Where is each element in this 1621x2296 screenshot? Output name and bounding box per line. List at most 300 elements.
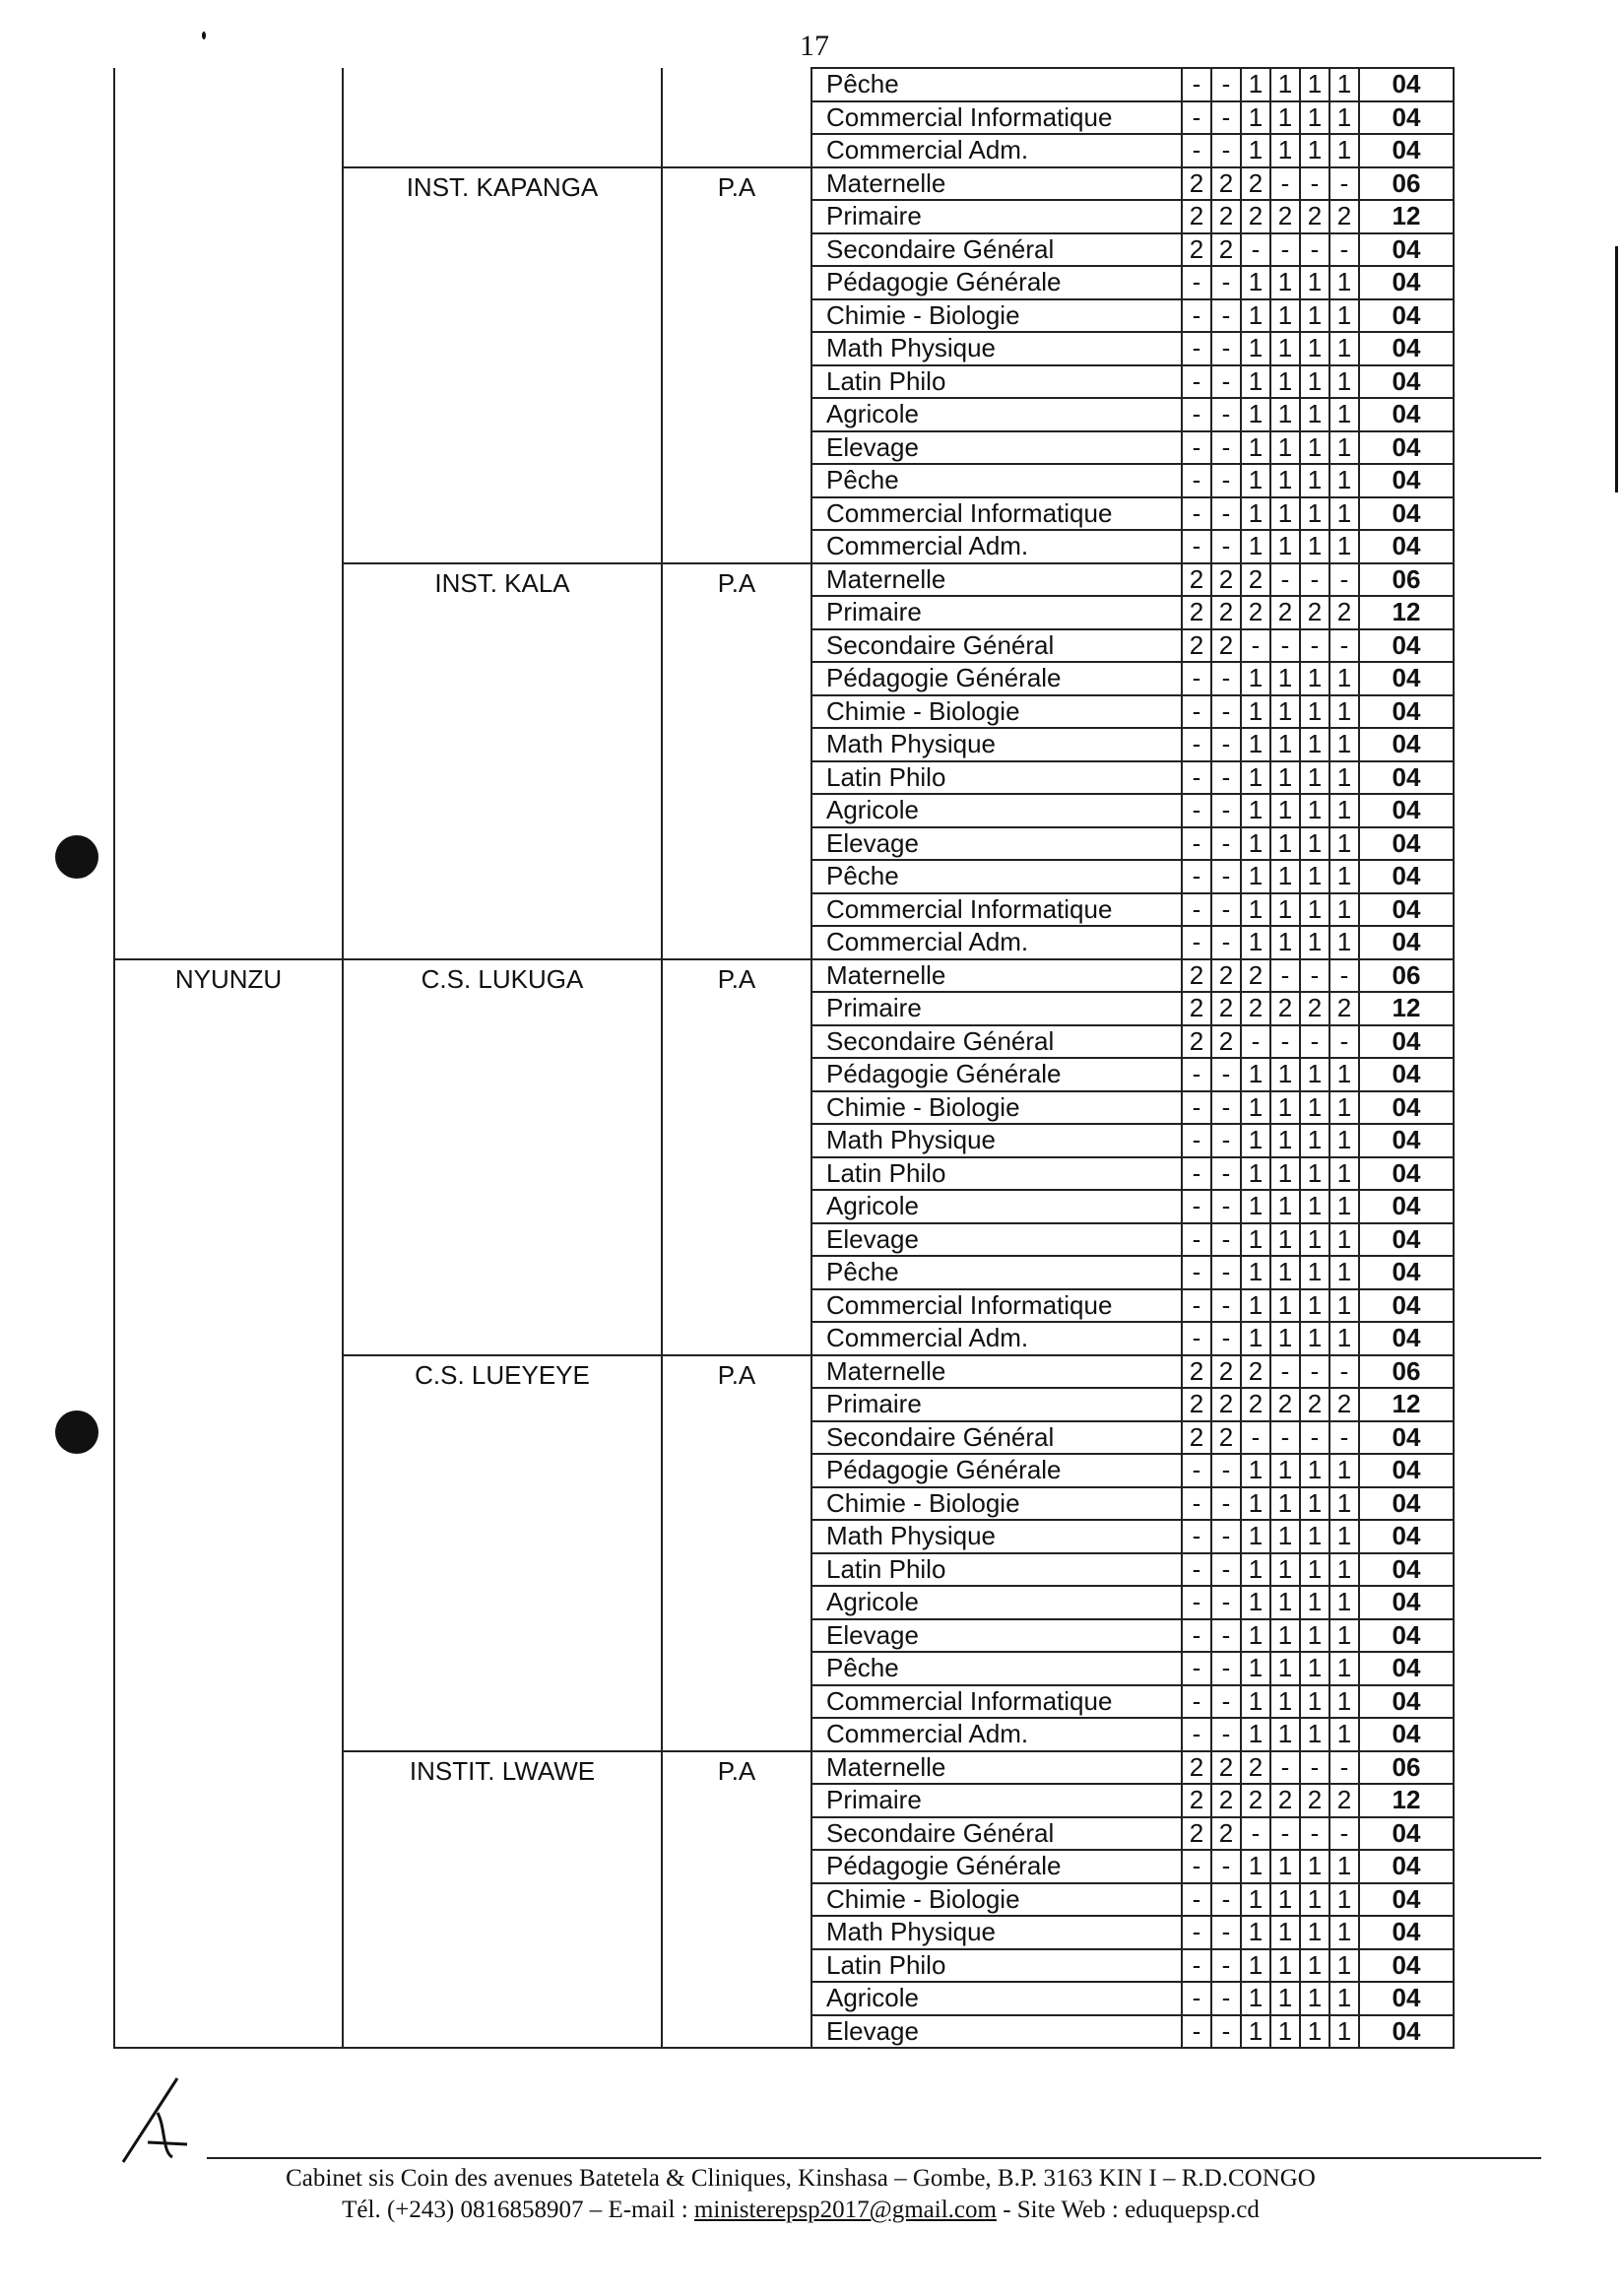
level-value-cell: - bbox=[1211, 1157, 1241, 1191]
level-value-cell: 1 bbox=[1270, 1256, 1300, 1289]
level-value-cell: 1 bbox=[1329, 1718, 1359, 1751]
section-cell: Commercial Adm. bbox=[811, 134, 1182, 167]
level-value-cell: 1 bbox=[1241, 1190, 1270, 1223]
footer-contact bbox=[0, 2197, 1611, 2224]
level-value-cell: 2 bbox=[1329, 596, 1359, 629]
level-value-cell: 1 bbox=[1300, 860, 1329, 893]
level-value-cell: 1 bbox=[1270, 662, 1300, 695]
table-row bbox=[114, 101, 1454, 135]
section-cell: Pédagogie Générale bbox=[811, 1454, 1182, 1487]
level-value-cell: 1 bbox=[1241, 332, 1270, 365]
level-value-cell: 1 bbox=[1241, 1091, 1270, 1125]
level-value-cell: 1 bbox=[1300, 1520, 1329, 1553]
section-cell: Secondaire Général bbox=[811, 1421, 1182, 1455]
level-value-cell: 1 bbox=[1270, 134, 1300, 167]
level-value-cell: - bbox=[1300, 563, 1329, 597]
section-cell: Pédagogie Générale bbox=[811, 266, 1182, 299]
level-value-cell: - bbox=[1182, 1124, 1211, 1157]
level-value-cell: 1 bbox=[1241, 1223, 1270, 1257]
section-cell: Commercial Adm. bbox=[811, 530, 1182, 563]
level-value-cell: 1 bbox=[1300, 365, 1329, 399]
level-value-cell: 1 bbox=[1329, 1553, 1359, 1587]
level-value-cell: 2 bbox=[1182, 596, 1211, 629]
school-name-cell bbox=[343, 1751, 662, 2049]
level-value-cell: - bbox=[1182, 794, 1211, 827]
level-value-cell: 1 bbox=[1300, 761, 1329, 795]
total-cell: 04 bbox=[1359, 629, 1454, 663]
level-value-cell: 1 bbox=[1270, 1652, 1300, 1685]
level-value-cell: - bbox=[1329, 1751, 1359, 1785]
total-cell: 12 bbox=[1359, 992, 1454, 1025]
level-value-cell: 1 bbox=[1241, 1949, 1270, 1983]
level-value-cell: 2 bbox=[1329, 200, 1359, 233]
level-value-cell: 1 bbox=[1300, 1982, 1329, 2015]
level-value-cell: - bbox=[1182, 695, 1211, 729]
level-value-cell: - bbox=[1211, 1289, 1241, 1323]
level-value-cell: - bbox=[1182, 68, 1211, 101]
level-value-cell: 1 bbox=[1300, 398, 1329, 431]
total-cell: 04 bbox=[1359, 662, 1454, 695]
total-cell: 04 bbox=[1359, 233, 1454, 267]
level-value-cell: - bbox=[1182, 1586, 1211, 1619]
regime-cell bbox=[662, 959, 811, 1355]
section-cell: Pédagogie Générale bbox=[811, 662, 1182, 695]
level-value-cell: 2 bbox=[1300, 596, 1329, 629]
level-value-cell: 1 bbox=[1300, 728, 1329, 761]
level-value-cell: - bbox=[1211, 332, 1241, 365]
level-value-cell: 1 bbox=[1329, 728, 1359, 761]
level-value-cell: - bbox=[1182, 827, 1211, 861]
section-cell: Elevage bbox=[811, 431, 1182, 465]
level-value-cell: 1 bbox=[1329, 1322, 1359, 1355]
level-value-cell: 1 bbox=[1329, 1652, 1359, 1685]
level-value-cell: 1 bbox=[1241, 1916, 1270, 1949]
level-value-cell: 1 bbox=[1329, 1883, 1359, 1917]
total-cell: 04 bbox=[1359, 365, 1454, 399]
level-value-cell: 1 bbox=[1241, 431, 1270, 465]
level-value-cell: 1 bbox=[1329, 1223, 1359, 1257]
regime-cell bbox=[662, 167, 811, 563]
level-value-cell: 1 bbox=[1241, 1124, 1270, 1157]
section-cell: Pêche bbox=[811, 1256, 1182, 1289]
total-cell: 04 bbox=[1359, 1916, 1454, 1949]
level-value-cell: 1 bbox=[1270, 68, 1300, 101]
section-cell: Secondaire Général bbox=[811, 1025, 1182, 1059]
level-value-cell: 1 bbox=[1270, 761, 1300, 795]
level-value-cell: 2 bbox=[1182, 1784, 1211, 1817]
level-value-cell: 1 bbox=[1300, 1289, 1329, 1323]
level-value-cell: 1 bbox=[1329, 1256, 1359, 1289]
level-value-cell: - bbox=[1182, 1289, 1211, 1323]
level-value-cell: 2 bbox=[1241, 1388, 1270, 1421]
level-value-cell: - bbox=[1241, 1817, 1270, 1851]
level-value-cell: 2 bbox=[1211, 629, 1241, 663]
school-name: C.S. LUKUGA bbox=[421, 963, 584, 994]
level-value-cell: 1 bbox=[1270, 1916, 1300, 1949]
level-value-cell: - bbox=[1270, 1817, 1300, 1851]
level-value-cell: - bbox=[1211, 893, 1241, 927]
level-value-cell: 1 bbox=[1270, 1223, 1300, 1257]
section-cell: Maternelle bbox=[811, 1355, 1182, 1389]
footer-email-link[interactable]: ministerepsp2017@gmail.com bbox=[693, 2197, 997, 2223]
level-value-cell: - bbox=[1270, 1355, 1300, 1389]
level-value-cell: 1 bbox=[1300, 695, 1329, 729]
level-value-cell: 1 bbox=[1300, 332, 1329, 365]
level-value-cell: - bbox=[1211, 1586, 1241, 1619]
level-value-cell: 1 bbox=[1270, 299, 1300, 333]
total-cell: 04 bbox=[1359, 398, 1454, 431]
level-value-cell: 1 bbox=[1270, 497, 1300, 531]
level-value-cell: - bbox=[1300, 1817, 1329, 1851]
level-value-cell: 1 bbox=[1270, 464, 1300, 497]
school-name: INSTIT. LWAWE bbox=[409, 1755, 596, 1786]
level-value-cell: 1 bbox=[1329, 1949, 1359, 1983]
total-cell: 04 bbox=[1359, 497, 1454, 531]
section-cell: Agricole bbox=[811, 794, 1182, 827]
level-value-cell: 2 bbox=[1329, 1784, 1359, 1817]
level-value-cell: 2 bbox=[1211, 1025, 1241, 1059]
scan-edge-line bbox=[1615, 246, 1618, 492]
level-value-cell: - bbox=[1211, 1718, 1241, 1751]
total-cell: 04 bbox=[1359, 1685, 1454, 1719]
section-cell: Pêche bbox=[811, 464, 1182, 497]
level-value-cell: 2 bbox=[1211, 1421, 1241, 1455]
level-value-cell: - bbox=[1211, 1454, 1241, 1487]
level-value-cell: 2 bbox=[1300, 1784, 1329, 1817]
level-value-cell: 1 bbox=[1241, 1883, 1270, 1917]
section-cell: Chimie - Biologie bbox=[811, 1883, 1182, 1917]
level-value-cell: - bbox=[1211, 134, 1241, 167]
level-value-cell: 1 bbox=[1270, 1883, 1300, 1917]
level-value-cell: 1 bbox=[1329, 1850, 1359, 1883]
section-cell: Pêche bbox=[811, 860, 1182, 893]
level-value-cell: - bbox=[1211, 266, 1241, 299]
binder-hole-bottom bbox=[55, 1410, 98, 1454]
level-value-cell: 1 bbox=[1300, 794, 1329, 827]
level-value-cell: - bbox=[1182, 1454, 1211, 1487]
section-cell: Agricole bbox=[811, 398, 1182, 431]
level-value-cell: - bbox=[1211, 1652, 1241, 1685]
level-value-cell: 2 bbox=[1329, 1388, 1359, 1421]
level-value-cell: 1 bbox=[1329, 794, 1359, 827]
section-cell: Pêche bbox=[811, 1652, 1182, 1685]
level-value-cell: 2 bbox=[1270, 992, 1300, 1025]
level-value-cell: - bbox=[1329, 1025, 1359, 1059]
section-cell: Commercial Informatique bbox=[811, 1289, 1182, 1323]
level-value-cell: 2 bbox=[1300, 1388, 1329, 1421]
level-value-cell: - bbox=[1211, 398, 1241, 431]
level-value-cell: - bbox=[1211, 1883, 1241, 1917]
total-cell: 04 bbox=[1359, 1421, 1454, 1455]
regime-cell bbox=[662, 1751, 811, 2049]
level-value-cell: - bbox=[1211, 1256, 1241, 1289]
level-value-cell: - bbox=[1182, 761, 1211, 795]
level-value-cell: 1 bbox=[1329, 101, 1359, 135]
level-value-cell: 2 bbox=[1211, 1388, 1241, 1421]
total-cell: 04 bbox=[1359, 1157, 1454, 1191]
level-value-cell: 1 bbox=[1329, 1685, 1359, 1719]
level-value-cell: - bbox=[1182, 431, 1211, 465]
level-value-cell: 1 bbox=[1241, 695, 1270, 729]
level-value-cell: - bbox=[1329, 959, 1359, 993]
level-value-cell: 1 bbox=[1270, 1553, 1300, 1587]
level-value-cell: 1 bbox=[1241, 893, 1270, 927]
school-name-cell bbox=[343, 1355, 662, 1751]
level-value-cell: 2 bbox=[1182, 629, 1211, 663]
level-value-cell: 1 bbox=[1329, 860, 1359, 893]
total-cell: 04 bbox=[1359, 1817, 1454, 1851]
level-value-cell: 1 bbox=[1270, 1949, 1300, 1983]
regime-label: P.A bbox=[717, 963, 756, 994]
level-value-cell: - bbox=[1182, 662, 1211, 695]
level-value-cell: 2 bbox=[1241, 563, 1270, 597]
level-value-cell: - bbox=[1211, 68, 1241, 101]
level-value-cell: 2 bbox=[1182, 233, 1211, 267]
footer-rule bbox=[207, 2157, 1541, 2159]
level-value-cell: 2 bbox=[1211, 167, 1241, 201]
total-cell: 04 bbox=[1359, 926, 1454, 959]
level-value-cell: 1 bbox=[1241, 1850, 1270, 1883]
regime-label: P.A bbox=[717, 1359, 756, 1390]
level-value-cell: - bbox=[1300, 233, 1329, 267]
level-value-cell: 1 bbox=[1241, 398, 1270, 431]
level-value-cell: 1 bbox=[1241, 761, 1270, 795]
level-value-cell: 1 bbox=[1270, 728, 1300, 761]
total-cell: 04 bbox=[1359, 299, 1454, 333]
section-cell: Latin Philo bbox=[811, 1949, 1182, 1983]
level-value-cell: 1 bbox=[1300, 1586, 1329, 1619]
level-value-cell: 1 bbox=[1241, 860, 1270, 893]
level-value-cell: 2 bbox=[1300, 200, 1329, 233]
territory-cell-empty bbox=[114, 134, 343, 167]
section-cell: Pêche bbox=[811, 68, 1182, 101]
section-cell: Maternelle bbox=[811, 959, 1182, 993]
level-value-cell: - bbox=[1182, 1718, 1211, 1751]
regime-label: P.A bbox=[717, 171, 756, 202]
level-value-cell: 1 bbox=[1270, 101, 1300, 135]
section-cell: Math Physique bbox=[811, 1916, 1182, 1949]
level-value-cell: 1 bbox=[1329, 332, 1359, 365]
level-value-cell: 1 bbox=[1300, 893, 1329, 927]
level-value-cell: - bbox=[1329, 167, 1359, 201]
level-value-cell: - bbox=[1211, 464, 1241, 497]
allocation-table-container bbox=[113, 67, 1455, 2049]
level-value-cell: 1 bbox=[1329, 893, 1359, 927]
level-value-cell: - bbox=[1270, 1421, 1300, 1455]
level-value-cell: - bbox=[1241, 629, 1270, 663]
level-value-cell: - bbox=[1182, 893, 1211, 927]
level-value-cell: - bbox=[1211, 497, 1241, 531]
level-value-cell: 1 bbox=[1329, 134, 1359, 167]
regime-cell-empty bbox=[662, 68, 811, 101]
level-value-cell: - bbox=[1211, 1982, 1241, 2015]
level-value-cell: 1 bbox=[1300, 1256, 1329, 1289]
level-value-cell: 1 bbox=[1241, 1289, 1270, 1323]
level-value-cell: 2 bbox=[1241, 1784, 1270, 1817]
level-value-cell: 1 bbox=[1241, 530, 1270, 563]
level-value-cell: 1 bbox=[1270, 794, 1300, 827]
level-value-cell: 1 bbox=[1300, 497, 1329, 531]
level-value-cell: 1 bbox=[1241, 1685, 1270, 1719]
level-value-cell: 1 bbox=[1270, 398, 1300, 431]
level-value-cell: 1 bbox=[1270, 1322, 1300, 1355]
level-value-cell: 1 bbox=[1329, 1520, 1359, 1553]
total-cell: 04 bbox=[1359, 1256, 1454, 1289]
level-value-cell: - bbox=[1182, 1949, 1211, 1983]
level-value-cell: 1 bbox=[1300, 68, 1329, 101]
level-value-cell: 1 bbox=[1300, 1058, 1329, 1091]
level-value-cell: 1 bbox=[1329, 68, 1359, 101]
table-row bbox=[114, 134, 1454, 167]
level-value-cell: 1 bbox=[1300, 431, 1329, 465]
level-value-cell: 1 bbox=[1241, 299, 1270, 333]
level-value-cell: 2 bbox=[1241, 596, 1270, 629]
level-value-cell: 2 bbox=[1211, 233, 1241, 267]
level-value-cell: 1 bbox=[1329, 1916, 1359, 1949]
total-cell: 04 bbox=[1359, 68, 1454, 101]
level-value-cell: - bbox=[1182, 1058, 1211, 1091]
section-cell: Elevage bbox=[811, 2015, 1182, 2049]
level-value-cell: 1 bbox=[1329, 266, 1359, 299]
level-value-cell: 1 bbox=[1329, 1619, 1359, 1653]
level-value-cell: 1 bbox=[1270, 860, 1300, 893]
section-cell: Secondaire Général bbox=[811, 233, 1182, 267]
level-value-cell: - bbox=[1182, 101, 1211, 135]
total-cell: 04 bbox=[1359, 1223, 1454, 1257]
section-cell: Maternelle bbox=[811, 1751, 1182, 1785]
level-value-cell: 1 bbox=[1241, 1256, 1270, 1289]
level-value-cell: 1 bbox=[1241, 827, 1270, 861]
level-value-cell: 1 bbox=[1241, 1619, 1270, 1653]
footer-website: - Site Web : eduquepsp.cd bbox=[996, 2197, 1260, 2223]
level-value-cell: 1 bbox=[1300, 1322, 1329, 1355]
school-cell-empty bbox=[343, 134, 662, 167]
level-value-cell: 1 bbox=[1241, 1520, 1270, 1553]
level-value-cell: - bbox=[1182, 1619, 1211, 1653]
level-value-cell: 1 bbox=[1241, 464, 1270, 497]
level-value-cell: 1 bbox=[1300, 1652, 1329, 1685]
level-value-cell: - bbox=[1211, 365, 1241, 399]
section-cell: Chimie - Biologie bbox=[811, 1487, 1182, 1521]
level-value-cell: 1 bbox=[1300, 1850, 1329, 1883]
level-value-cell: 1 bbox=[1241, 134, 1270, 167]
level-value-cell: 2 bbox=[1182, 200, 1211, 233]
level-value-cell: - bbox=[1211, 662, 1241, 695]
level-value-cell: 1 bbox=[1300, 1553, 1329, 1587]
level-value-cell: 1 bbox=[1329, 497, 1359, 531]
level-value-cell: 2 bbox=[1182, 959, 1211, 993]
regime-cell bbox=[662, 563, 811, 959]
level-value-cell: - bbox=[1329, 1421, 1359, 1455]
level-value-cell: 1 bbox=[1329, 398, 1359, 431]
level-value-cell: 1 bbox=[1241, 1652, 1270, 1685]
level-value-cell: 2 bbox=[1300, 992, 1329, 1025]
level-value-cell: 2 bbox=[1211, 563, 1241, 597]
level-value-cell: 1 bbox=[1300, 1124, 1329, 1157]
level-value-cell: - bbox=[1182, 266, 1211, 299]
level-value-cell: 1 bbox=[1270, 1454, 1300, 1487]
total-cell: 04 bbox=[1359, 1850, 1454, 1883]
level-value-cell: - bbox=[1211, 1487, 1241, 1521]
level-value-cell: 1 bbox=[1329, 1982, 1359, 2015]
section-cell: Secondaire Général bbox=[811, 1817, 1182, 1851]
total-cell: 04 bbox=[1359, 101, 1454, 135]
section-cell: Chimie - Biologie bbox=[811, 1091, 1182, 1125]
level-value-cell: - bbox=[1211, 1223, 1241, 1257]
level-value-cell: 1 bbox=[1270, 530, 1300, 563]
level-value-cell: - bbox=[1329, 629, 1359, 663]
level-value-cell: 1 bbox=[1241, 662, 1270, 695]
total-cell: 04 bbox=[1359, 827, 1454, 861]
level-value-cell: 1 bbox=[1300, 1949, 1329, 1983]
section-cell: Primaire bbox=[811, 1784, 1182, 1817]
level-value-cell: 1 bbox=[1270, 1487, 1300, 1521]
level-value-cell: 2 bbox=[1182, 1025, 1211, 1059]
total-cell: 04 bbox=[1359, 695, 1454, 729]
level-value-cell: 2 bbox=[1270, 596, 1300, 629]
total-cell: 04 bbox=[1359, 332, 1454, 365]
level-value-cell: - bbox=[1182, 134, 1211, 167]
total-cell: 04 bbox=[1359, 1058, 1454, 1091]
level-value-cell: - bbox=[1211, 1058, 1241, 1091]
level-value-cell: - bbox=[1329, 563, 1359, 597]
level-value-cell: - bbox=[1182, 1652, 1211, 1685]
level-value-cell: 1 bbox=[1329, 365, 1359, 399]
level-value-cell: 1 bbox=[1300, 926, 1329, 959]
level-value-cell: 2 bbox=[1182, 1355, 1211, 1389]
level-value-cell: - bbox=[1211, 695, 1241, 729]
level-value-cell: 2 bbox=[1211, 596, 1241, 629]
level-value-cell: 1 bbox=[1300, 299, 1329, 333]
table-row bbox=[114, 959, 1454, 993]
territory-cell-empty bbox=[114, 167, 343, 959]
level-value-cell: - bbox=[1270, 959, 1300, 993]
level-value-cell: 1 bbox=[1241, 1322, 1270, 1355]
level-value-cell: - bbox=[1300, 959, 1329, 993]
total-cell: 04 bbox=[1359, 1487, 1454, 1521]
total-cell: 04 bbox=[1359, 1091, 1454, 1125]
level-value-cell: 1 bbox=[1329, 1586, 1359, 1619]
level-value-cell: 1 bbox=[1300, 464, 1329, 497]
total-cell: 06 bbox=[1359, 167, 1454, 201]
level-value-cell: - bbox=[1182, 1883, 1211, 1917]
total-cell: 04 bbox=[1359, 761, 1454, 795]
level-value-cell: - bbox=[1182, 728, 1211, 761]
level-value-cell: - bbox=[1182, 398, 1211, 431]
level-value-cell: 1 bbox=[1241, 728, 1270, 761]
level-value-cell: 1 bbox=[1329, 1190, 1359, 1223]
level-value-cell: - bbox=[1241, 1025, 1270, 1059]
section-cell: Math Physique bbox=[811, 1520, 1182, 1553]
regime-cell bbox=[662, 1355, 811, 1751]
school-name-cell bbox=[343, 167, 662, 563]
level-value-cell: 2 bbox=[1182, 563, 1211, 597]
total-cell: 04 bbox=[1359, 1652, 1454, 1685]
level-value-cell: 1 bbox=[1329, 1157, 1359, 1191]
level-value-cell: - bbox=[1182, 530, 1211, 563]
total-cell: 04 bbox=[1359, 2015, 1454, 2049]
section-cell: Secondaire Général bbox=[811, 629, 1182, 663]
total-cell: 06 bbox=[1359, 1751, 1454, 1785]
section-cell: Elevage bbox=[811, 1619, 1182, 1653]
section-cell: Primaire bbox=[811, 596, 1182, 629]
level-value-cell: 2 bbox=[1211, 959, 1241, 993]
level-value-cell: 1 bbox=[1329, 1124, 1359, 1157]
level-value-cell: 1 bbox=[1270, 431, 1300, 465]
level-value-cell: - bbox=[1270, 167, 1300, 201]
signature-mark bbox=[118, 2073, 207, 2167]
level-value-cell: 1 bbox=[1270, 365, 1300, 399]
